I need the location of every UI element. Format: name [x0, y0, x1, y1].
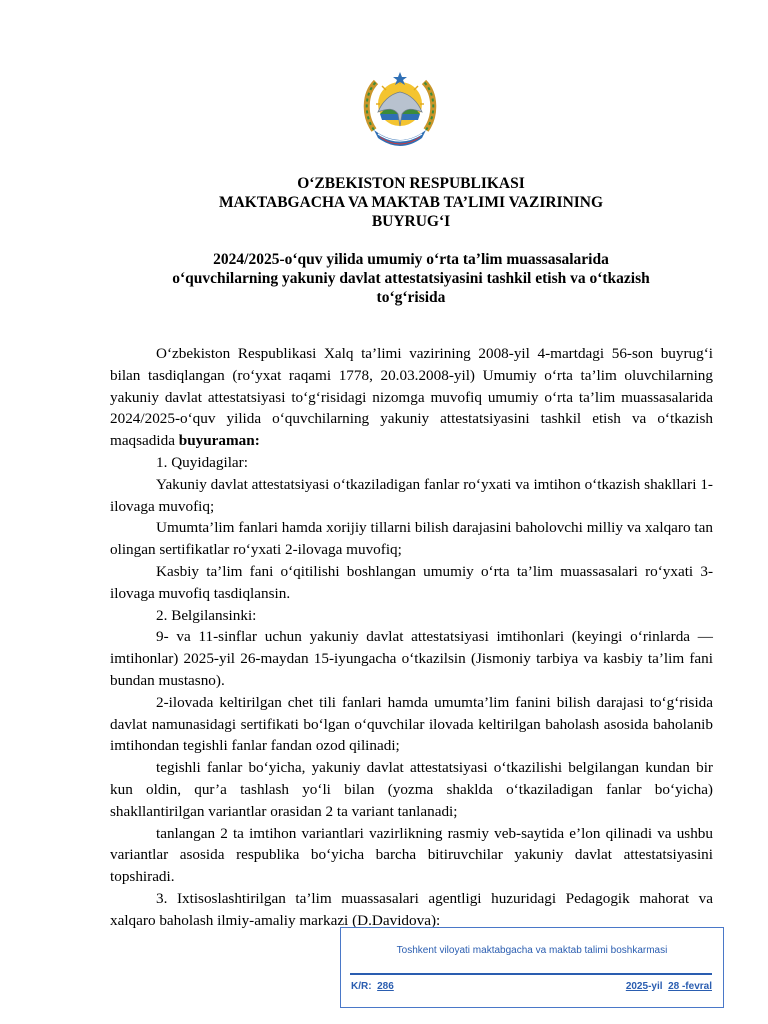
paragraph-1: 1. Quyidagilar: — [156, 453, 248, 471]
registration-stamp — [340, 927, 724, 1008]
issuer-line-2: MAKTABGACHA VA MAKTAB TA’LIMI VAZIRINING — [218, 194, 604, 211]
stamp-registration-number: K/R: 286 — [351, 981, 394, 992]
issuer-line-3: BUYRUG‘I — [371, 213, 451, 230]
paragraph-6: 9- va 11-sinflar uchun yakuniy davlat attestatsiyasi imtihonlari (keyingi o‘rinlarda — imtihonlar) 2025-yil 26-maydan 15-iyungacha o‘tkazilsin (Jismoniy tarbiya va kasbiy ta’lim fani bundan mustasno). — [110, 628, 713, 689]
paragraph-3: Umumta’lim fanlari hamda xorijiy tillarni bilish darajasini baholovchi milliy va xalqaro tan olingan sertifikatlar ro‘yxati 2-ilovaga muvofiq; — [110, 519, 713, 559]
intro-paragraph: O‘zbekiston Respublikasi Xalq ta’limi vazirining 2008-yil 4-martdagi 56-son buyrug‘i bilan tasdiqlangan (ro‘yxat raqami 1778, 20.03.2008-yil) Umumiy o‘rta ta’lim oluvchilarning yakuniy davlat attestatsiyasi to‘g‘risidagi nizomga muvofiq umumiy o‘rta ta’lim muassasalarida 2024/2025-o‘quv yilida o‘quvchilarning yakuniy attestatsiyasini tashkil etish va o‘tkazish maqsadida buyuraman: — [110, 345, 713, 450]
state-emblem-icon — [360, 68, 440, 150]
issuer-line-1: O‘ZBEKISTON RESPUBLIKASI — [297, 175, 525, 192]
subject-line-3: to‘g‘risida — [376, 289, 446, 306]
paragraph-2: Yakuniy davlat attestatsiyasi o‘tkaziladigan fanlar ro‘yxati va imtihon o‘tkazish shakllari 1-ilovaga muvofiq; — [110, 475, 713, 515]
paragraph-4: Kasbiy ta’lim fani o‘qitilishi boshlangan umumiy o‘rta ta’lim muassasalari ro‘yxati 3-ilovaga muvofiq tasdiqlansin. — [110, 562, 713, 602]
subject-line-1: 2024/2025-o‘quv yilida umumiy o‘rta ta’lim muassasalarida — [213, 251, 609, 268]
stamp-date: 2025-yil 28 -fevral — [625, 981, 712, 992]
subject-line-2: o‘quvchilarning yakuniy davlat attestatsiyasini tashkil etish va o‘tkazish — [172, 270, 650, 287]
paragraph-8: tegishli fanlar bo‘yicha, yakuniy davlat attestatsiyasi o‘tkazilishi belgilangan kundan bir kun oldin, qur’a tashlash yo‘li bilan (yozma shaklda o‘tkaziladigan fanlar bo‘yicha) shakllantirilgan variantlar orasidan 2 ta variant tanlanadi; — [110, 759, 713, 820]
paragraph-7: 2-ilovada keltirilgan chet tili fanlari hamda umumta’lim fanini bilish darajasi to‘g‘risida davlat namunasidagi sertifikati bo‘lgan o‘quvchilar ilovada keltirilgan baholash asosida baholanib imtihondan tegishli fanlar fandan ozod qilinadi; — [110, 693, 713, 755]
paragraph-10: 3. Ixtisoslashtirilgan ta’lim muassasalari agentligi huzuridagi Pedagogik mahorat va xalqaro baholash ilmiy-amaliy markazi (D.Davidova): — [110, 889, 713, 929]
order-subject — [110, 250, 712, 307]
stamp-title: Toshkent viloyati maktabgacha va maktab talimi boshkarmasi — [396, 945, 668, 956]
issuer-heading — [110, 174, 712, 231]
paragraph-5: 2. Belgilansinki: — [156, 606, 257, 624]
document-body — [110, 343, 713, 932]
paragraph-9: tanlangan 2 ta imtihon variantlari vazirlikning rasmiy veb-saytida e’lon qilinadi va ushbu variantlar asosida respublika bo‘yicha barcha bitiruvchilar yakuniy davlat attestatsiyasini topshiradi. — [110, 824, 713, 886]
intro-bold: buyuraman: — [178, 432, 260, 450]
stamp-divider — [350, 973, 712, 975]
